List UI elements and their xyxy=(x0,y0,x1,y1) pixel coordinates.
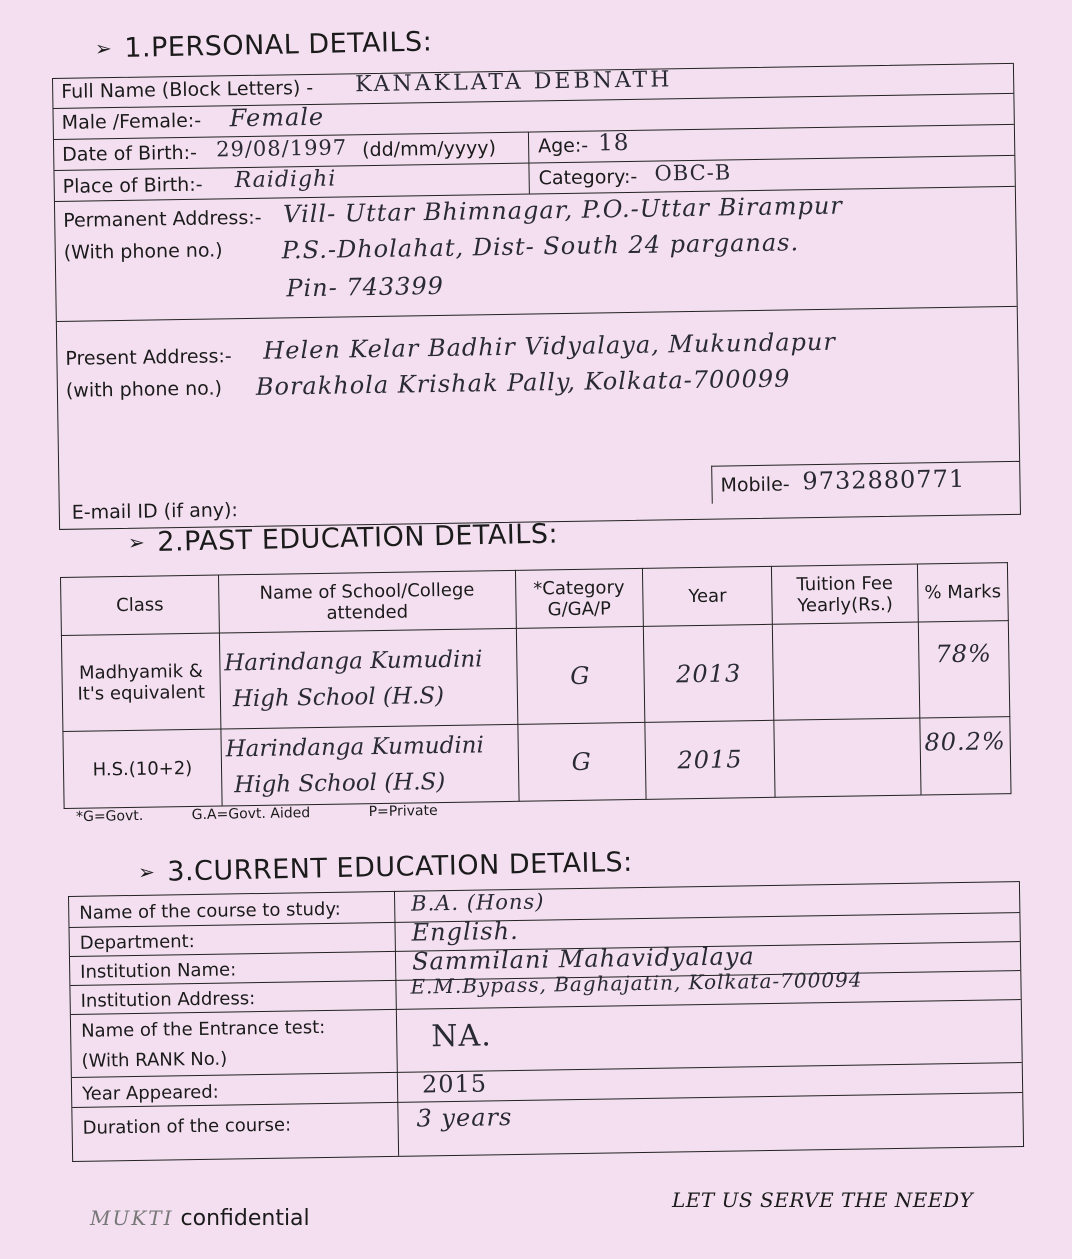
dob-label: Date of Birth:- xyxy=(62,141,198,166)
year-cell[interactable]: 2013 xyxy=(643,624,774,722)
perm-addr-line3[interactable]: Pin- 743399 xyxy=(286,271,445,303)
header-class: Class xyxy=(61,575,220,635)
header-year: Year xyxy=(642,566,772,626)
category-cell[interactable]: G xyxy=(517,722,645,801)
header-marks: % Marks xyxy=(917,563,1008,622)
school-line1: Harindanga Kumudini xyxy=(224,645,483,676)
legend-private: P=Private xyxy=(368,802,438,821)
inst-label: Institution Name: xyxy=(80,959,237,983)
school-cell[interactable] xyxy=(219,628,517,729)
category-cell[interactable]: G xyxy=(516,626,645,724)
class-cell: Madhyamik & It's equivalent xyxy=(61,633,220,731)
header-school: Name of School/College attended xyxy=(218,570,516,633)
section-current-heading xyxy=(138,847,633,888)
perm-addr-line2[interactable]: P.S.-Dholahat, Dist- South 24 parganas. xyxy=(281,228,800,265)
year-label: Year Appeared: xyxy=(81,1081,219,1105)
header-fee: Tuition Fee Yearly(Rs.) xyxy=(772,564,918,624)
permanent-address-row xyxy=(55,187,1017,322)
dob-format: (dd/mm/yyyy) xyxy=(361,137,497,162)
arrow-bullet-icon: ➢ xyxy=(127,530,146,555)
inst-addr-label: Institution Address: xyxy=(80,988,256,1012)
marks-cell[interactable]: 78% xyxy=(918,621,1010,718)
course-label: Name of the course to study: xyxy=(79,898,341,924)
full-name-label: Full Name (Block Letters) - xyxy=(61,76,314,103)
marks-cell[interactable]: 80.2% xyxy=(920,717,1011,795)
inst-value[interactable]: Sammilani Mahavidyalaya xyxy=(411,942,755,976)
fee-cell[interactable] xyxy=(774,718,921,797)
duration-value[interactable]: 3 years xyxy=(416,1103,513,1133)
table-row xyxy=(63,717,1011,809)
dob-value[interactable]: 29/08/1997 xyxy=(215,135,348,162)
header-category: *Category G/GA/P xyxy=(515,568,643,628)
course-value[interactable]: B.A. (Hons) xyxy=(410,889,545,916)
arrow-bullet-icon: ➢ xyxy=(94,36,113,61)
legend-govt: *G=Govt. xyxy=(75,807,144,826)
mobile-label: Mobile- xyxy=(720,473,790,497)
confidential-label: confidential xyxy=(180,1206,310,1231)
entrance-sub: (With RANK No.) xyxy=(81,1048,228,1072)
age-value[interactable]: 18 xyxy=(597,129,630,157)
pob-label: Place of Birth:- xyxy=(62,173,203,198)
email-label: E-mail ID (if any): xyxy=(71,499,239,524)
divider xyxy=(528,133,529,163)
footer-left xyxy=(90,1206,310,1231)
perm-addr-label: Permanent Address:- xyxy=(63,206,262,232)
gender-value[interactable]: Female xyxy=(229,102,325,133)
pres-addr-line2[interactable]: Borakhola Krishak Pally, Kolkata-700099 xyxy=(255,364,791,401)
perm-addr-line1[interactable]: Vill- Uttar Bhimnagar, P.O.-Uttar Birampur xyxy=(282,191,843,229)
pob-value[interactable]: Raidighi xyxy=(234,166,337,194)
footer-motto: LET US SERVE THE NEEDY xyxy=(672,1188,974,1212)
fee-cell[interactable] xyxy=(773,622,920,720)
entrance-value[interactable]: NA. xyxy=(430,1018,492,1055)
duration-label: Duration of the course: xyxy=(82,1114,292,1139)
gender-label: Male /Female:- xyxy=(61,109,202,134)
dept-label: Department: xyxy=(79,931,195,954)
full-name-value[interactable]: KANAKLATA DEBNATH xyxy=(354,67,673,98)
school-line2: High School (H.S) xyxy=(232,682,445,712)
divider xyxy=(528,164,529,194)
mobile-cell xyxy=(711,461,1020,504)
class-cell: H.S.(10+2) xyxy=(63,729,222,808)
school-line1: Harindanga Kumudini xyxy=(225,732,485,763)
pres-addr-sub: (with phone no.) xyxy=(65,377,223,402)
mobile-value[interactable]: 9732880771 xyxy=(802,464,966,496)
pres-addr-line1[interactable]: Helen Kelar Badhir Vidyalaya, Mukundapur xyxy=(263,327,837,365)
school-cell[interactable] xyxy=(221,724,519,806)
current-education-form xyxy=(68,881,1024,1162)
category-value[interactable]: OBC-B xyxy=(654,160,732,186)
mukti-logo: MUKTI xyxy=(90,1206,174,1230)
category-label: Category:- xyxy=(538,165,638,190)
year-cell[interactable]: 2015 xyxy=(645,720,776,799)
school-line2: High School (H.S) xyxy=(233,768,446,799)
inst-addr-value[interactable]: E.M.Bypass, Baghajatin, Kolkata-700094 xyxy=(410,967,863,999)
section-personal-heading xyxy=(95,26,433,64)
table-row xyxy=(61,621,1009,732)
section-title: 2.PAST EDUCATION DETAILS: xyxy=(156,518,559,558)
arrow-bullet-icon: ➢ xyxy=(137,859,156,885)
past-education-table xyxy=(60,562,1012,809)
section-title: 1.PERSONAL DETAILS: xyxy=(123,26,433,64)
pres-addr-label: Present Address:- xyxy=(65,345,232,370)
perm-addr-sub: (With phone no.) xyxy=(63,239,223,264)
dept-value[interactable]: English. xyxy=(411,916,519,947)
age-label: Age:- xyxy=(537,134,589,158)
section-title: 3.CURRENT EDUCATION DETAILS: xyxy=(166,846,634,888)
personal-details-form xyxy=(52,63,1021,530)
entrance-label: Name of the Entrance test: xyxy=(80,1016,326,1042)
legend-aided: G.A=Govt. Aided xyxy=(191,805,311,824)
year-value[interactable]: 2015 xyxy=(421,1069,488,1099)
